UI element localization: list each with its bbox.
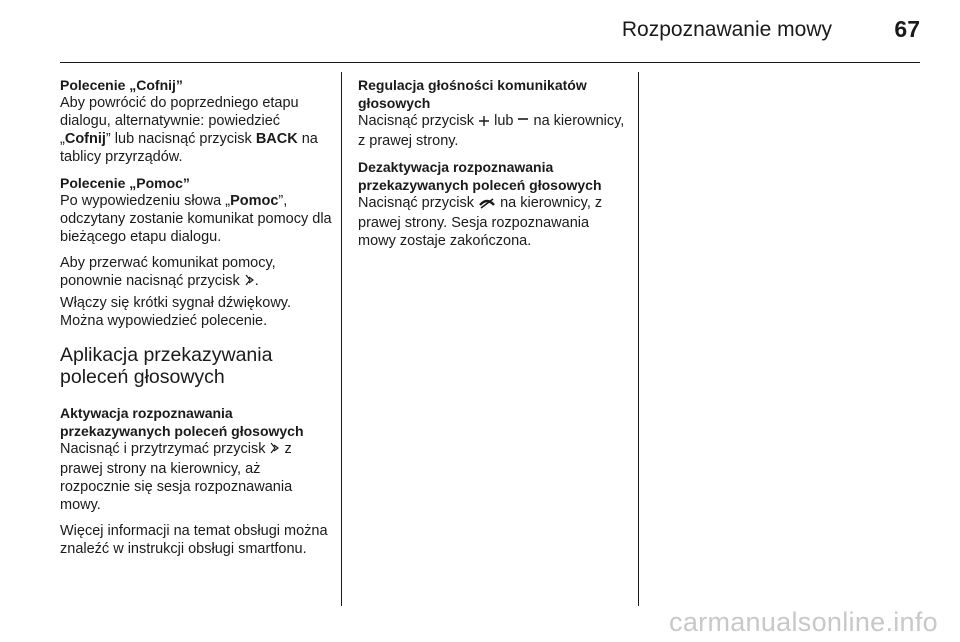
page-title: Rozpoznawanie mowy <box>621 18 832 41</box>
cofnij-paragraph: Aby powrócić do poprzedniego etapu dialogu, alternatywnie: powiedzieć „Cofnij” lub nacisnąć przycisk BACK na tablicy przyrządów. <box>60 95 318 165</box>
more-info-paragraph: Więcej informacji na temat obsługi można znaleźć w instrukcji obsługi smartfonu. <box>60 523 328 557</box>
activate-heading: Aktywacja rozpoznawania przekazywanych poleceń głosowych <box>60 405 304 439</box>
page-number: 67 <box>894 16 920 42</box>
pomoc-paragraph: Po wypowiedzeniu słowa „Pomoc”, odczytany zostanie komunikat pomocy dla bieżącego etapu dialogu. <box>60 193 332 245</box>
plus-icon <box>478 114 490 132</box>
app-heading: Aplikacja przekazywania poleceń głosowych <box>60 344 273 388</box>
cofnij-heading: Polecenie „Cofnij” <box>60 77 183 93</box>
voice-command-icon <box>269 442 280 460</box>
watermark: carmanualsonline.info <box>669 607 938 637</box>
interrupt-paragraph: Aby przerwać komunikat pomocy, ponownie nacisnąć przycisk . <box>60 254 332 292</box>
phone-hang-up-icon <box>478 196 496 214</box>
pomoc-heading: Polecenie „Pomoc” <box>60 175 190 191</box>
column-1 <box>60 76 332 566</box>
column-2 <box>358 76 630 258</box>
column-divider-1 <box>341 72 342 606</box>
minus-icon <box>517 114 529 132</box>
volume-heading: Regulacja głośności komunikatów głosowych <box>358 77 587 111</box>
deactivate-heading: Dezaktywacja rozpoznawania przekazywanych poleceń głosowych <box>358 159 602 193</box>
deactivate-paragraph: Nacisnąć przycisk na kierownicy, z prawej strony. Sesja rozpoznawania mowy zostaje zakończona. <box>358 195 603 249</box>
beep-paragraph: Włączy się krótki sygnał dźwiękowy. Można wypowiedzieć polecenie. <box>60 295 291 329</box>
voice-command-icon <box>244 274 255 292</box>
activate-paragraph: Nacisnąć i przytrzymać przycisk z prawej strony na kierownicy, aż rozpocznie się sesja rozpoznawania mowy. <box>60 441 293 513</box>
column-divider-2 <box>638 72 639 606</box>
header-divider <box>60 62 920 63</box>
volume-paragraph: Nacisnąć przycisk lub na kierownicy, z prawej strony. <box>358 113 625 149</box>
